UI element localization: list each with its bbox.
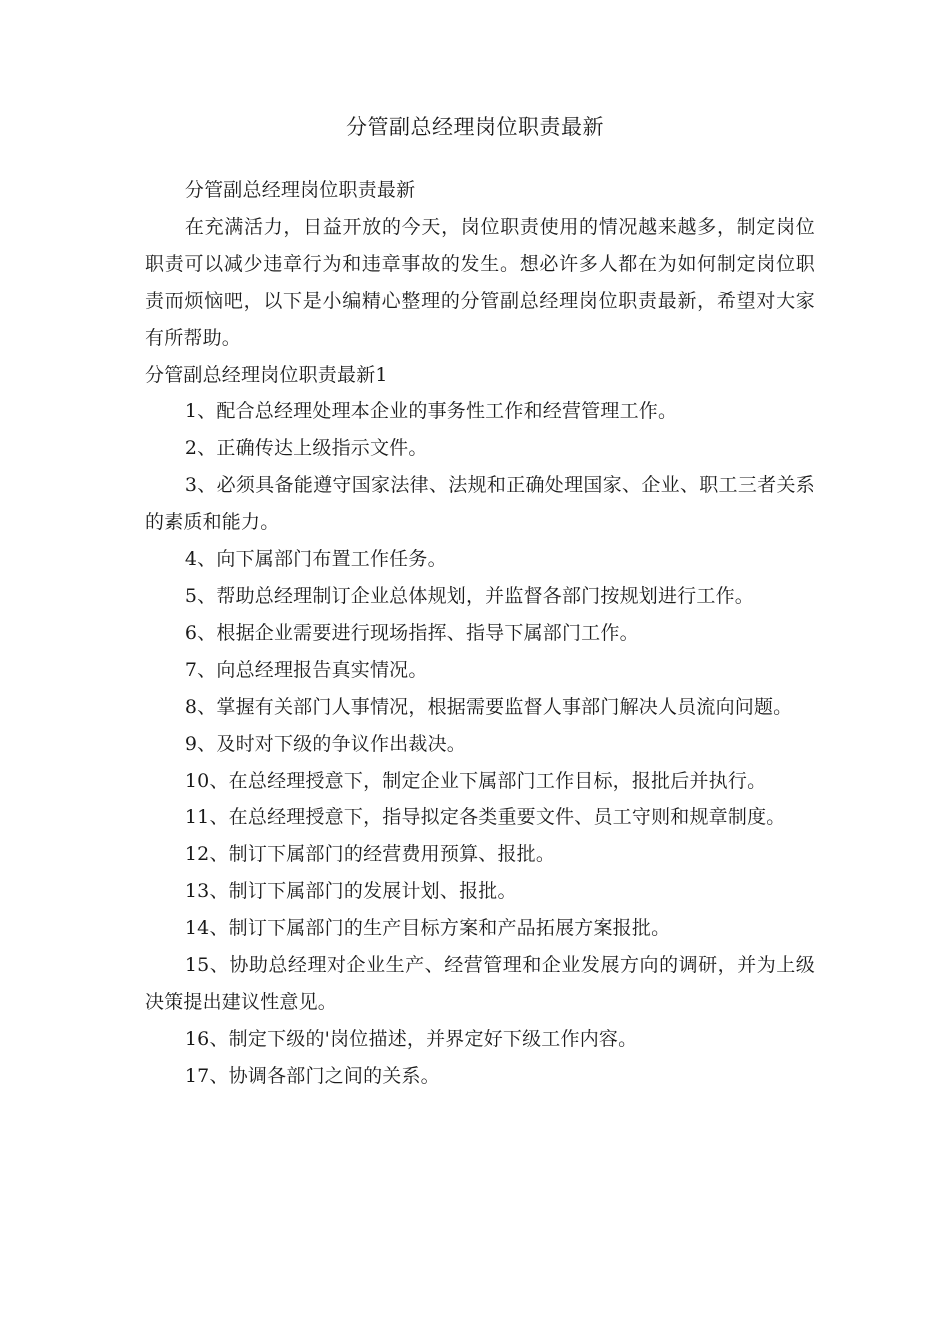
duty-item-13: 13、制订下属部门的发展计划、报批。 [184,880,517,903]
duty-item-15: 15、协助总经理对企业生产、经营管理和企业发展方向的调研，并为上级决策提出建议性意见。 [145,954,815,1013]
duty-item-6: 6、根据企业需要进行现场指挥、指导下属部门工作。 [184,621,639,644]
duty-item-14: 14、制订下属部门的生产目标方案和产品拓展方案报批。 [184,917,671,940]
duty-item-10: 10、在总经理授意下，制定企业下属部门工作目标，报批后并执行。 [184,769,767,792]
duty-item-9: 9、及时对下级的争议作出裁决。 [184,732,466,755]
document-body [145,172,815,1095]
duty-item-4: 4、向下属部门布置工作任务。 [184,548,447,571]
duty-item-17: 17、协调各部门之间的关系。 [184,1064,440,1087]
section-heading: 分管副总经理岗位职责最新1 [145,363,388,386]
paragraph-heading: 分管副总经理岗位职责最新 [184,179,416,201]
duty-item-5: 5、帮助总经理制订企业总体规划，并监督各部门按规划进行工作。 [184,584,754,607]
document-title: 分管副总经理岗位职责最新 [346,115,604,139]
duty-item-11: 11、在总经理授意下，指导拟定各类重要文件、员工守则和规章制度。 [184,806,786,829]
paragraph-intro: 在充满活力，日益开放的今天，岗位职责使用的情况越来越多，制定岗位职责可以减少违章行为和违章事故的发生。想必许多人都在为如何制定岗位职责而烦恼吧，以下是小编精心整理的分管副总经理岗位职责最新，希望对大家有所帮助。 [145,215,815,349]
duty-item-2: 2、正确传达上级指示文件。 [184,437,428,460]
duty-item-7: 7、向总经理报告真实情况。 [184,658,428,681]
duty-item-12: 12、制订下属部门的经营费用预算、报批。 [184,843,556,866]
duty-item-8: 8、掌握有关部门人事情况，根据需要监督人事部门解决人员流向问题。 [184,695,793,718]
duty-item-1: 1、配合总经理处理本企业的事务性工作和经营管理工作。 [184,400,678,423]
duty-item-16: 16、制定下级的'岗位描述，并界定好下级工作内容。 [184,1027,638,1050]
duty-item-3: 3、必须具备能遵守国家法律、法规和正确处理国家、企业、职工三者关系的素质和能力。 [145,474,815,534]
